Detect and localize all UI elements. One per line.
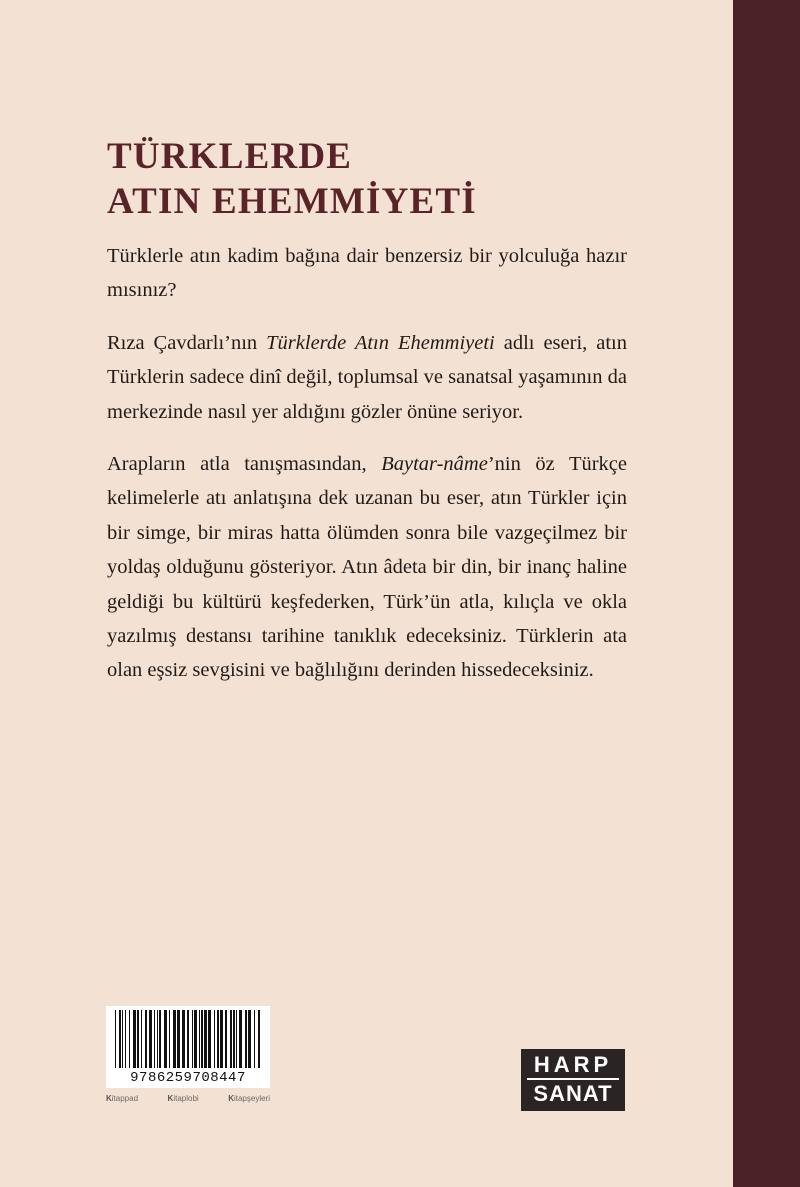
p3-text-before: Arapların atla tanışmasından,: [107, 453, 382, 476]
barcode-bar: [230, 1010, 232, 1068]
barcode-bar: [119, 1010, 121, 1068]
p3-work-title: Baytar-nâme: [381, 453, 488, 476]
barcode-bar: [164, 1010, 167, 1068]
barcode-bar: [159, 1010, 161, 1068]
retailer-2-initial: K: [167, 1094, 174, 1103]
retailer-3-rest: itapşeyleri: [233, 1094, 270, 1103]
barcode-bar: [258, 1010, 260, 1068]
barcode-bar: [194, 1010, 197, 1068]
barcode-bar: [254, 1010, 255, 1068]
publisher-logo-line-1: HARP: [533, 1052, 613, 1077]
barcode-bar: [204, 1010, 207, 1068]
isbn-number: 9786259708447: [130, 1070, 246, 1086]
barcode-bar: [233, 1010, 235, 1068]
barcode-bar: [125, 1010, 126, 1068]
barcode-bar: [141, 1010, 142, 1068]
barcode-bar: [182, 1010, 185, 1068]
p2-book-title: Türklerde Atın Ehemmiyeti: [266, 331, 495, 354]
title-line-1: TÜRKLERDE: [107, 136, 353, 177]
p2-text-after: adlı eseri, atın Türklerin sadece dinî değil, toplumsal ve sanatsal yaşamının da merkezinde nasıl yer aldığını gözler önüne seriyor.: [107, 331, 627, 423]
retailer-logos: [106, 1094, 270, 1103]
barcode-bar: [173, 1010, 176, 1068]
blurb-paragraph-3: [107, 447, 627, 688]
book-title: [107, 134, 477, 224]
barcode-bar: [208, 1010, 211, 1068]
barcode-bar: [245, 1010, 247, 1068]
spine-band: [733, 0, 800, 1187]
blurb-paragraph-2: [107, 326, 627, 429]
barcode-bar: [154, 1010, 155, 1068]
barcode-bar: [145, 1010, 147, 1068]
barcode-bar: [248, 1010, 251, 1068]
barcode-bar: [129, 1010, 130, 1068]
p2-text-before: Rıza Çavdarlı’nın: [107, 331, 267, 354]
p3-text-after: ’nin öz Türkçe kelimelerle atı anlatışına dek uzanan bu eser, atın Türkler için bir simge, bir miras hatta ölümden sonra bile vazgeçilmez bir yoldaş olduğunu gösteriyor. Atın âdeta bir din, bir inanç haline geldiği bu kültürü keşfederken, Türk’ün atla, kılıçla ve okla yazılmış destansı tarihine tanıklık edeceksiniz. Türklerin ata olan eşsiz sevgisini ve bağlılığını derinden hissedeceksiniz.: [107, 453, 627, 682]
retailer-logo-2: [168, 1094, 199, 1103]
barcode-bar: [137, 1010, 139, 1068]
barcode-bar: [214, 1010, 215, 1068]
title-line-2: ATIN EHEMMİYETİ: [107, 181, 477, 222]
barcode-bar: [157, 1010, 158, 1068]
barcode-bar: [177, 1010, 180, 1068]
barcode-bar: [236, 1010, 237, 1068]
barcode-bar: [199, 1010, 200, 1068]
barcode-bar: [239, 1010, 242, 1068]
retailer-2-rest: itaplobi: [173, 1094, 199, 1103]
barcode-bar: [115, 1010, 116, 1068]
barcode-bar: [149, 1010, 152, 1068]
blurb-paragraph-1: Türklerle atın kadim bağına dair benzersiz bir yolculuğa hazır mısınız?: [107, 245, 627, 302]
retailer-logo-3: [228, 1094, 270, 1103]
barcode-bars: [113, 1010, 263, 1068]
barcode-bar: [122, 1010, 123, 1068]
barcode-bar: [133, 1010, 136, 1068]
barcode-bar: [169, 1010, 170, 1068]
barcode-bar: [217, 1010, 219, 1068]
retailer-1-initial: K: [106, 1094, 112, 1103]
retailer-logo-1: [106, 1094, 138, 1103]
blurb: [107, 239, 627, 706]
barcode-bar: [220, 1010, 223, 1068]
retailer-3-initial: K: [228, 1094, 234, 1103]
barcode-bar: [201, 1010, 203, 1068]
isbn-barcode: [106, 1006, 270, 1088]
publisher-logo-line-2: SANAT: [533, 1081, 613, 1106]
barcode-bar: [187, 1010, 189, 1068]
barcode-bar: [192, 1010, 193, 1068]
barcode-bar: [225, 1010, 227, 1068]
retailer-1-rest: itappad: [111, 1094, 139, 1103]
publisher-logo: [521, 1049, 625, 1111]
